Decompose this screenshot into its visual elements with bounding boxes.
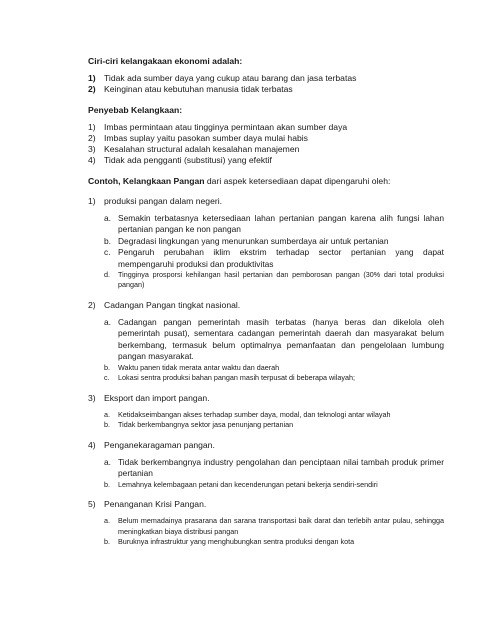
sub-item-text: Tidak berkembangnya sektor jasa penunjang pertanian — [118, 420, 294, 430]
list-number: 4) — [88, 155, 96, 166]
section-number: 2) — [88, 299, 96, 310]
section-title: produksi pangan dalam negeri. — [104, 195, 223, 206]
sub-item-letter: b. — [104, 479, 110, 489]
section-items — [88, 516, 444, 547]
penyebab-item — [88, 133, 444, 144]
section-heading — [88, 196, 444, 207]
section-items — [88, 213, 444, 291]
section-number: 5) — [88, 498, 96, 509]
sub-item-letter: a. — [104, 516, 110, 526]
sub-item-letter: c. — [104, 373, 110, 383]
sub-item — [104, 480, 444, 490]
sub-item-letter: b. — [104, 235, 111, 246]
sub-item-letter: a. — [104, 213, 111, 224]
list-text: Kesalahan structural adalah kesalahan manajemen — [104, 144, 300, 155]
sections-container — [88, 196, 444, 548]
sub-item-letter: d. — [104, 270, 110, 280]
sub-item-letter: a. — [104, 409, 110, 419]
penyebab-item — [88, 122, 444, 133]
sub-item-letter: b. — [104, 362, 110, 372]
section-heading — [88, 440, 444, 451]
section-title: Eksport dan import pangan. — [104, 392, 210, 403]
section-heading — [88, 300, 444, 311]
ciri-list — [88, 73, 444, 95]
section-title: Penanganan Krisi Pangan. — [104, 498, 207, 509]
penyebab-heading: Penyebab Kelangkaan: — [88, 104, 183, 115]
list-text: Imbas suplay yaitu pasokan sumber daya mulai habis — [104, 133, 308, 144]
contoh-bold: Contoh, Kelangkaan Pangan — [88, 175, 205, 186]
sub-item — [104, 213, 444, 236]
ciri-item — [88, 73, 444, 84]
list-number: 2) — [88, 84, 96, 95]
section-heading — [88, 499, 444, 510]
sub-item-letter: b. — [104, 536, 110, 546]
section-number: 3) — [88, 392, 96, 403]
list-number: 1) — [88, 73, 96, 84]
sub-item-letter: a. — [104, 317, 111, 328]
ciri-item — [88, 84, 444, 95]
section-number: 1) — [88, 195, 96, 206]
sub-item — [104, 516, 444, 537]
section-heading — [88, 393, 444, 404]
sub-item-letter: a. — [104, 456, 111, 467]
sub-item — [104, 420, 444, 430]
sub-item-text: Waktu panen tidak merata antar waktu dan daerah — [118, 362, 280, 372]
sub-item-text: Tingginya prosporsi kehilangan hasil pertanian dan pemborosan pangan (30% dari total produksi pangan) — [118, 270, 444, 290]
sub-item — [104, 236, 444, 247]
list-text: Tidak ada pengganti (substitusi) yang efektif — [104, 155, 272, 166]
penyebab-list — [88, 122, 444, 167]
sub-item — [104, 457, 444, 480]
sub-item — [104, 410, 444, 420]
penyebab-item — [88, 155, 444, 166]
section-items — [88, 317, 444, 383]
contoh-line — [88, 176, 444, 187]
section-items — [88, 410, 444, 431]
sub-item-text: Ketidakseimbangan akses terhadap sumber daya, modal, dan teknologi antar wilayah — [118, 409, 391, 419]
sub-item — [104, 317, 444, 363]
sub-item-text: Lokasi sentra produksi bahan pangan masih terpusat di beberapa wilayah; — [118, 373, 355, 383]
sub-item — [104, 247, 444, 270]
list-number: 3) — [88, 144, 96, 155]
list-number: 1) — [88, 121, 96, 132]
sub-item-text: Pengaruh perubahan iklim ekstrim terhadap sector pertanian yang dapat mempengaruhi produksi dan produktivitas — [118, 247, 444, 269]
sub-item-letter: b. — [104, 420, 110, 430]
sub-item-text: Buruknya infrastruktur yang menghubungkan sentra produksi dengan kota — [118, 536, 355, 546]
contoh-rest: dari aspek ketersediaan dapat dipengaruhi oleh: — [204, 175, 391, 186]
sub-item-text: Belum memadainya prasarana dan sarana transportasi baik darat dan terlebih antar pulau, sehingga meningkatkan biaya distribusi pangan — [118, 516, 444, 536]
sub-item-letter: c. — [104, 247, 111, 258]
list-text: Tidak ada sumber daya yang cukup atau barang dan jasa terbatas — [104, 73, 357, 84]
section-title: Penganekaragaman pangan. — [104, 439, 215, 450]
sub-item-text: Tidak berkembangnya industry pengolahan dan penciptaan nilai tambah produk primer pertanian — [118, 456, 444, 479]
section-items — [88, 457, 444, 490]
sub-item-text: Degradasi lingkungan yang menurunkan sumberdaya air untuk pertanian — [118, 235, 389, 246]
ciri-heading: Ciri-ciri kelangakaan ekonomi adalah: — [88, 56, 243, 66]
section-number: 4) — [88, 439, 96, 450]
sub-item-text: Semakin terbatasnya ketersediaan lahan pertanian pangan karena alih fungsi lahan pertanian pangan ke non pangan — [118, 213, 444, 235]
sub-item — [104, 363, 444, 373]
list-number: 2) — [88, 133, 96, 144]
sub-item-text: Lemahnya kelembagaan petani dan kecenderungan petani bekerja sendiri-sendiri — [118, 479, 378, 489]
sub-item — [104, 537, 444, 547]
list-text: Keinginan atau kebutuhan manusia tidak terbatas — [104, 84, 293, 95]
section-title: Cadangan Pangan tingkat nasional. — [104, 299, 241, 310]
sub-item-text: Cadangan pangan pemerintah masih terbatas (hanya beras dan dikelola oleh pemerintah pusat), sementara cadangan pemerintah daerah dan masyarakat belum berkembang, termasuk belum optimalnya pemanfaatan dan pengelolaan lumbung pangan masyarakat. — [118, 317, 444, 362]
penyebab-item — [88, 144, 444, 155]
sub-item — [104, 270, 444, 291]
sub-item — [104, 373, 444, 383]
list-text: Imbas permintaan atau tingginya permintaan akan sumber daya — [104, 121, 348, 132]
